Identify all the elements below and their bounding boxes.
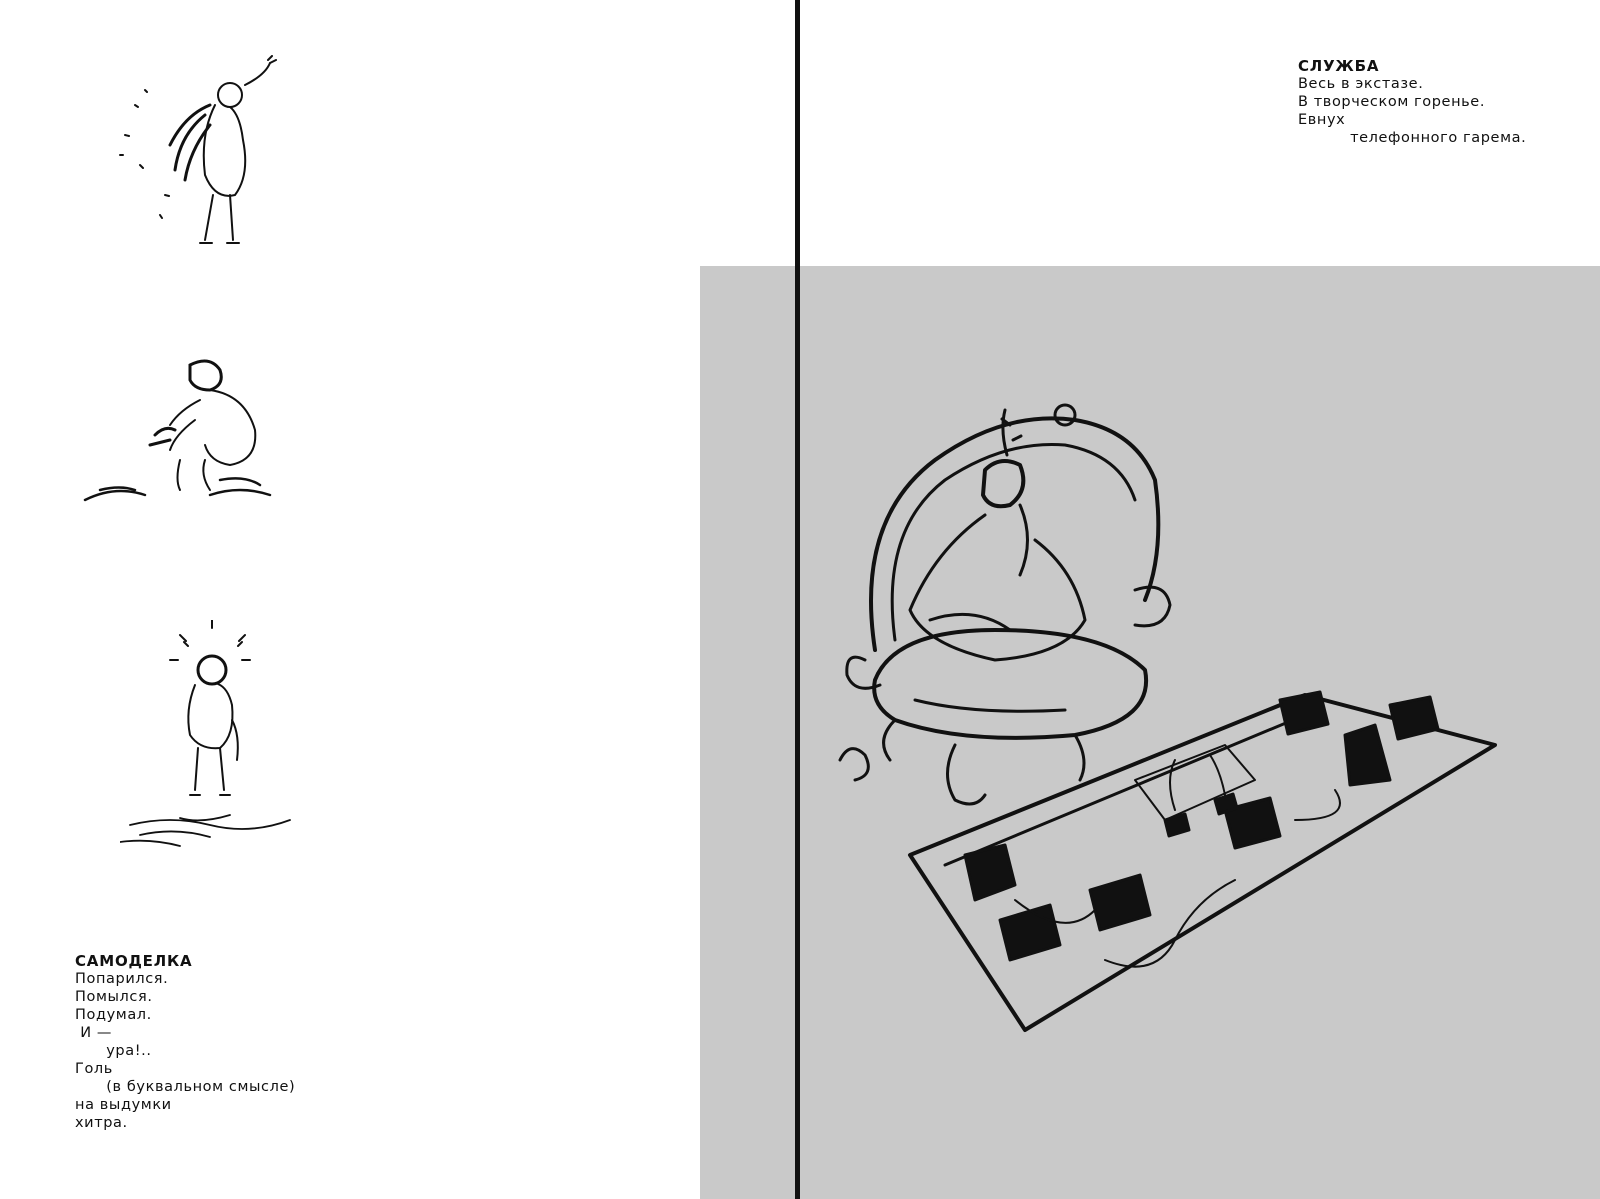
poem-line: телефонного гарема. [1298, 130, 1527, 146]
poem-line: Попарился. [75, 971, 169, 987]
book-spine [795, 0, 800, 1199]
poem-line: Весь в экстазе. [1298, 76, 1424, 92]
bathing-figure-sketch [105, 55, 295, 255]
poem-line: Голь [75, 1061, 113, 1077]
walking-figure-sketch [120, 620, 300, 860]
poem-line: И — [75, 1025, 112, 1041]
poem-line: ура!.. [75, 1043, 152, 1059]
poem-line: Евнух [1298, 112, 1346, 128]
poem-title: СЛУЖБА [1298, 57, 1380, 75]
poem-line: на выдумки [75, 1097, 172, 1113]
poem-line: (в буквальном смысле) [75, 1079, 296, 1095]
poem-line: Подумал. [75, 1007, 152, 1023]
poem-sluzhba [1298, 57, 1588, 147]
poem-line: Помылся. [75, 989, 153, 1005]
poem-line: В творческом горенье. [1298, 94, 1486, 110]
poem-title: САМОДЕЛКА [75, 952, 193, 970]
eunuch-on-throne-with-telephones-sketch [835, 400, 1535, 1060]
washing-figure-sketch [80, 350, 300, 520]
poem-samodelka [75, 952, 395, 1132]
poem-line: хитра. [75, 1115, 128, 1131]
